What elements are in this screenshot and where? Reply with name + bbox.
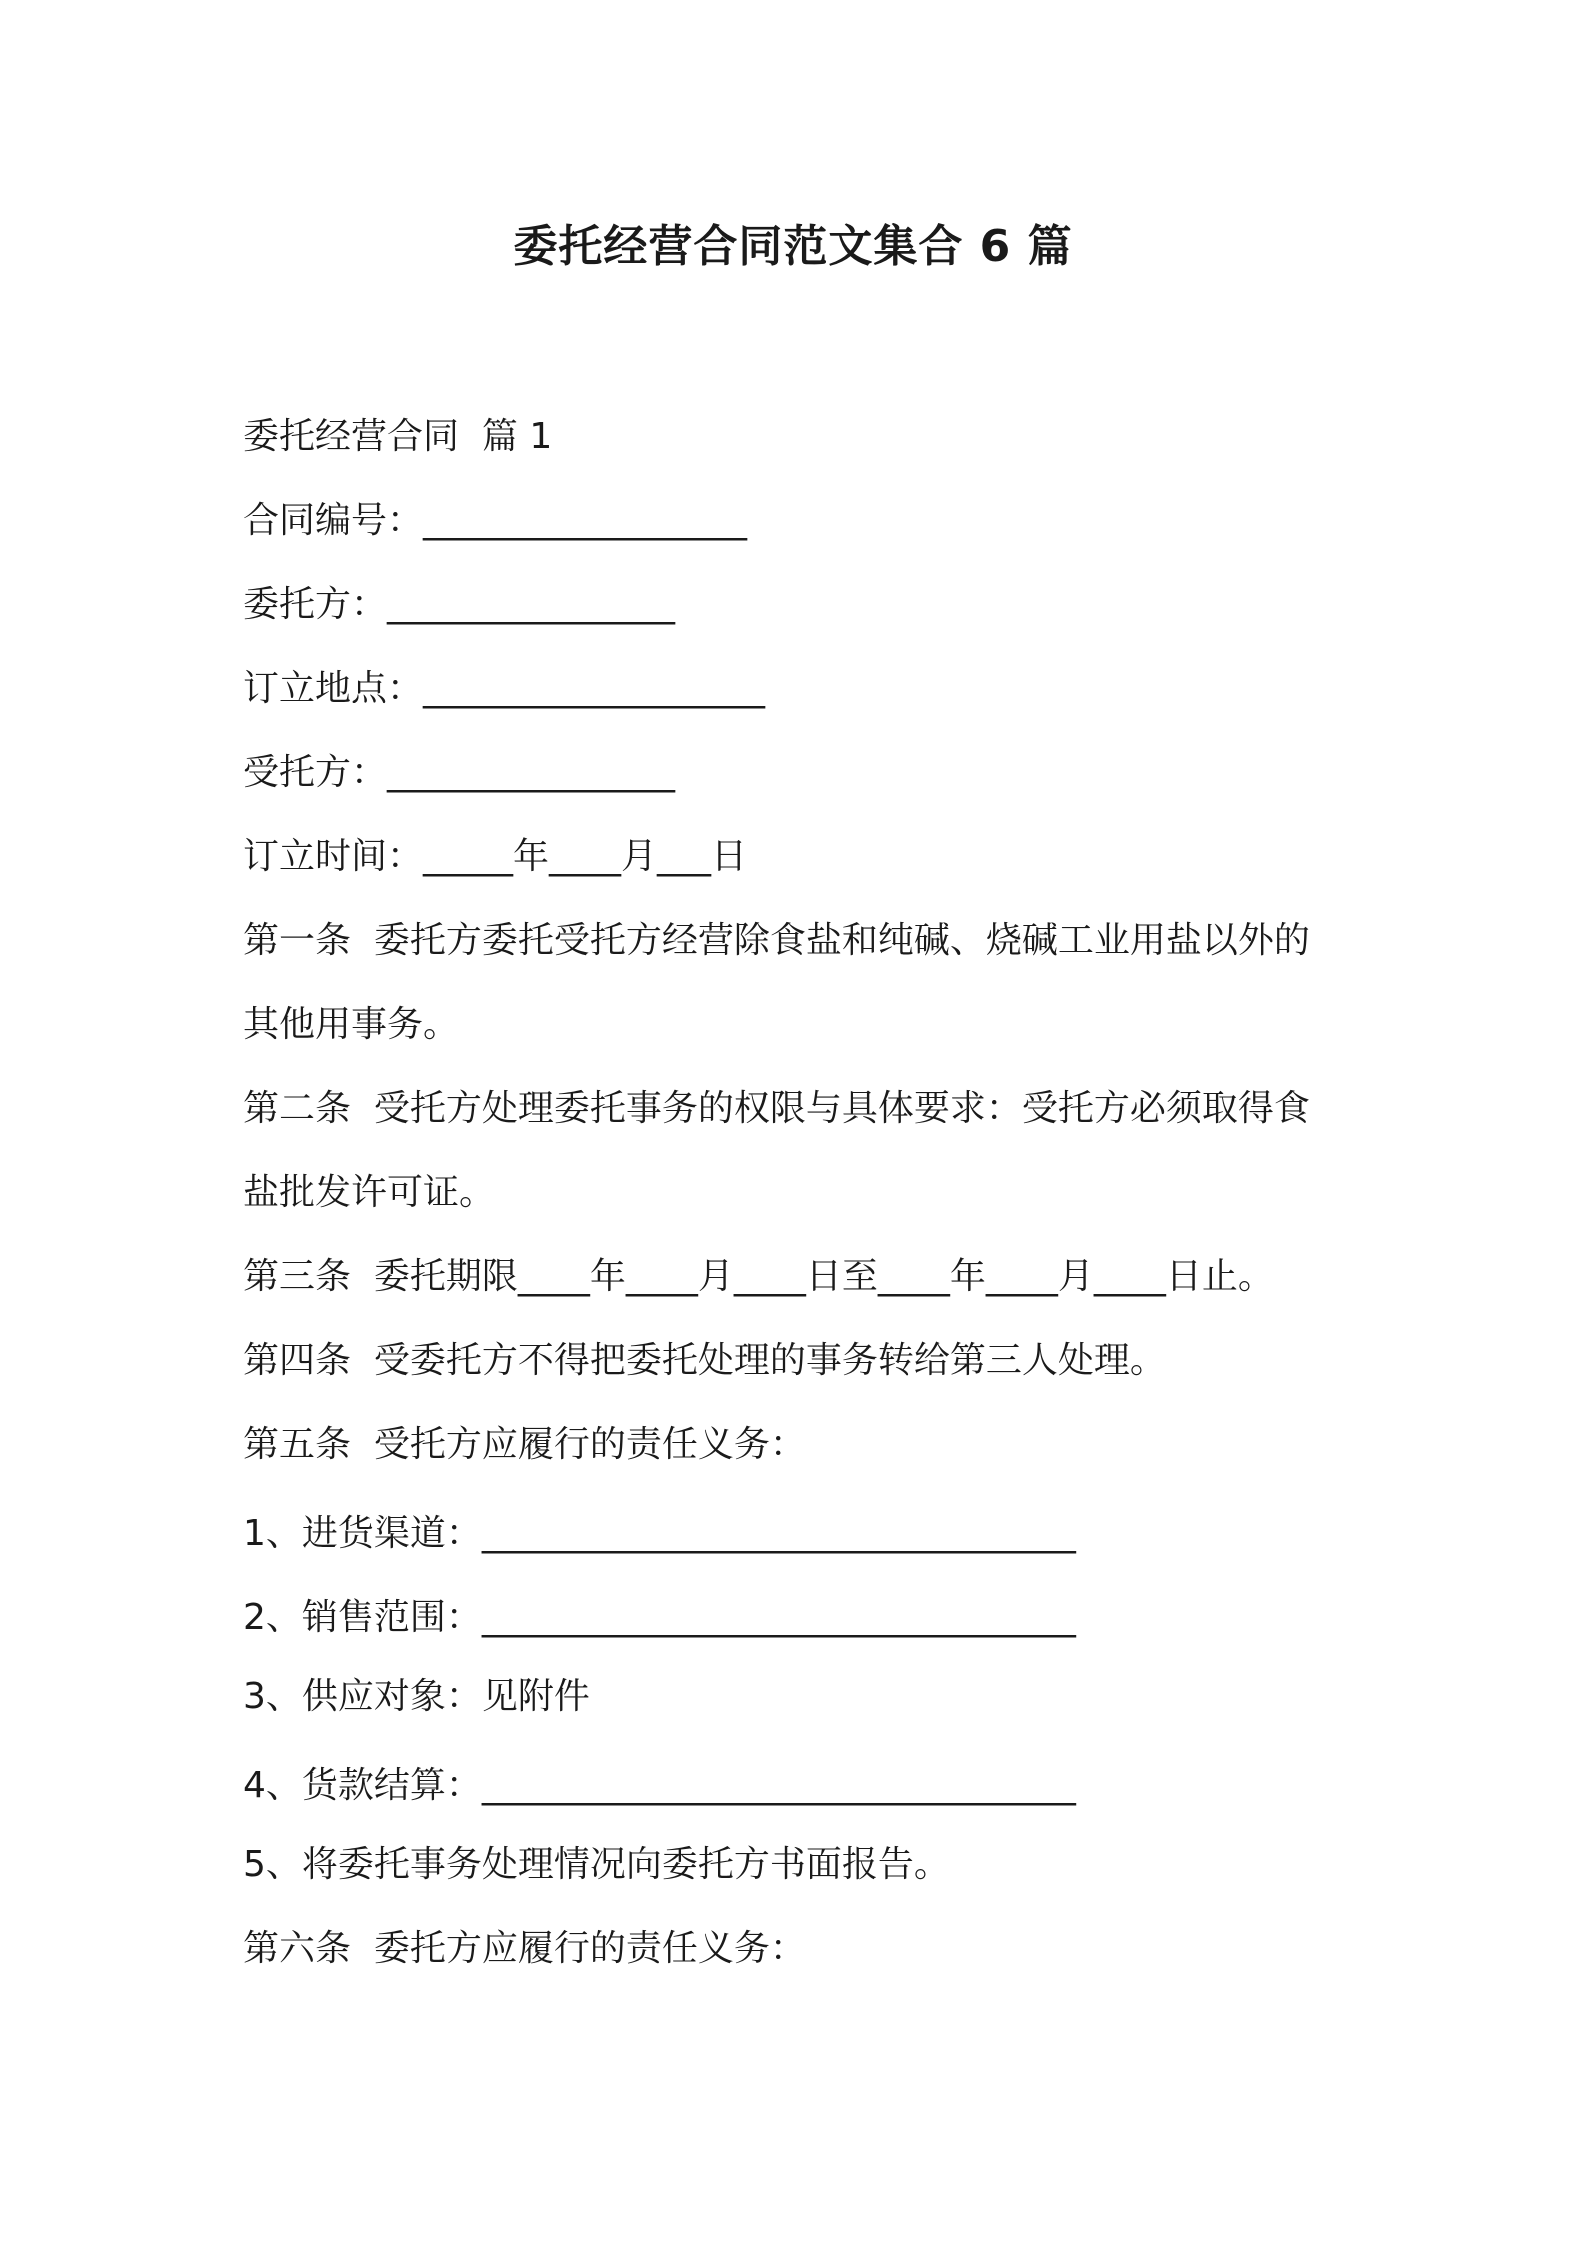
article-2-line-2: 盐批发许可证。 (243, 1172, 496, 1213)
article-3: 第三条 委托期限____年____月____日至____年____月____日止。 (243, 1256, 1274, 1297)
item-5-report: 5、将委托事务处理情况向委托方书面报告。 (243, 1844, 950, 1885)
field-principal: 委托方：________________ (243, 584, 676, 625)
item-3-supply-target: 3、供应对象：见附件 (243, 1676, 590, 1717)
item-4-payment-settlement: 4、货款结算：_________________________________ (243, 1765, 1076, 1806)
article-1-line-1: 第一条 委托方委托受托方经营除食盐和纯碱、烧碱工业用盐以外的 (243, 920, 1310, 961)
article-6: 第六条 委托方应履行的责任义务： (243, 1928, 806, 1969)
item-2-sales-scope: 2、销售范围：_________________________________ (243, 1597, 1076, 1638)
item-1-purchase-channel: 1、进货渠道：_________________________________ (243, 1513, 1076, 1554)
article-2-line-1: 第二条 受托方处理委托事务的权限与具体要求：受托方必须取得食 (243, 1088, 1310, 1129)
field-signing-place: 订立地点：___________________ (243, 668, 766, 709)
article-4: 第四条 受委托方不得把委托处理的事务转给第三人处理。 (243, 1340, 1166, 1381)
document-title: 委托经营合同范文集合 6 篇 (513, 221, 1073, 272)
article-1-line-2: 其他用事务。 (243, 1004, 460, 1045)
article-5: 第五条 受托方应履行的责任义务： (243, 1424, 806, 1465)
section-heading: 委托经营合同 篇 1 (243, 416, 553, 457)
field-contract-number: 合同编号：__________________ (243, 500, 748, 541)
field-trustee: 受托方：________________ (243, 752, 676, 793)
field-signing-date: 订立时间：_____年____月___日 (243, 836, 748, 877)
